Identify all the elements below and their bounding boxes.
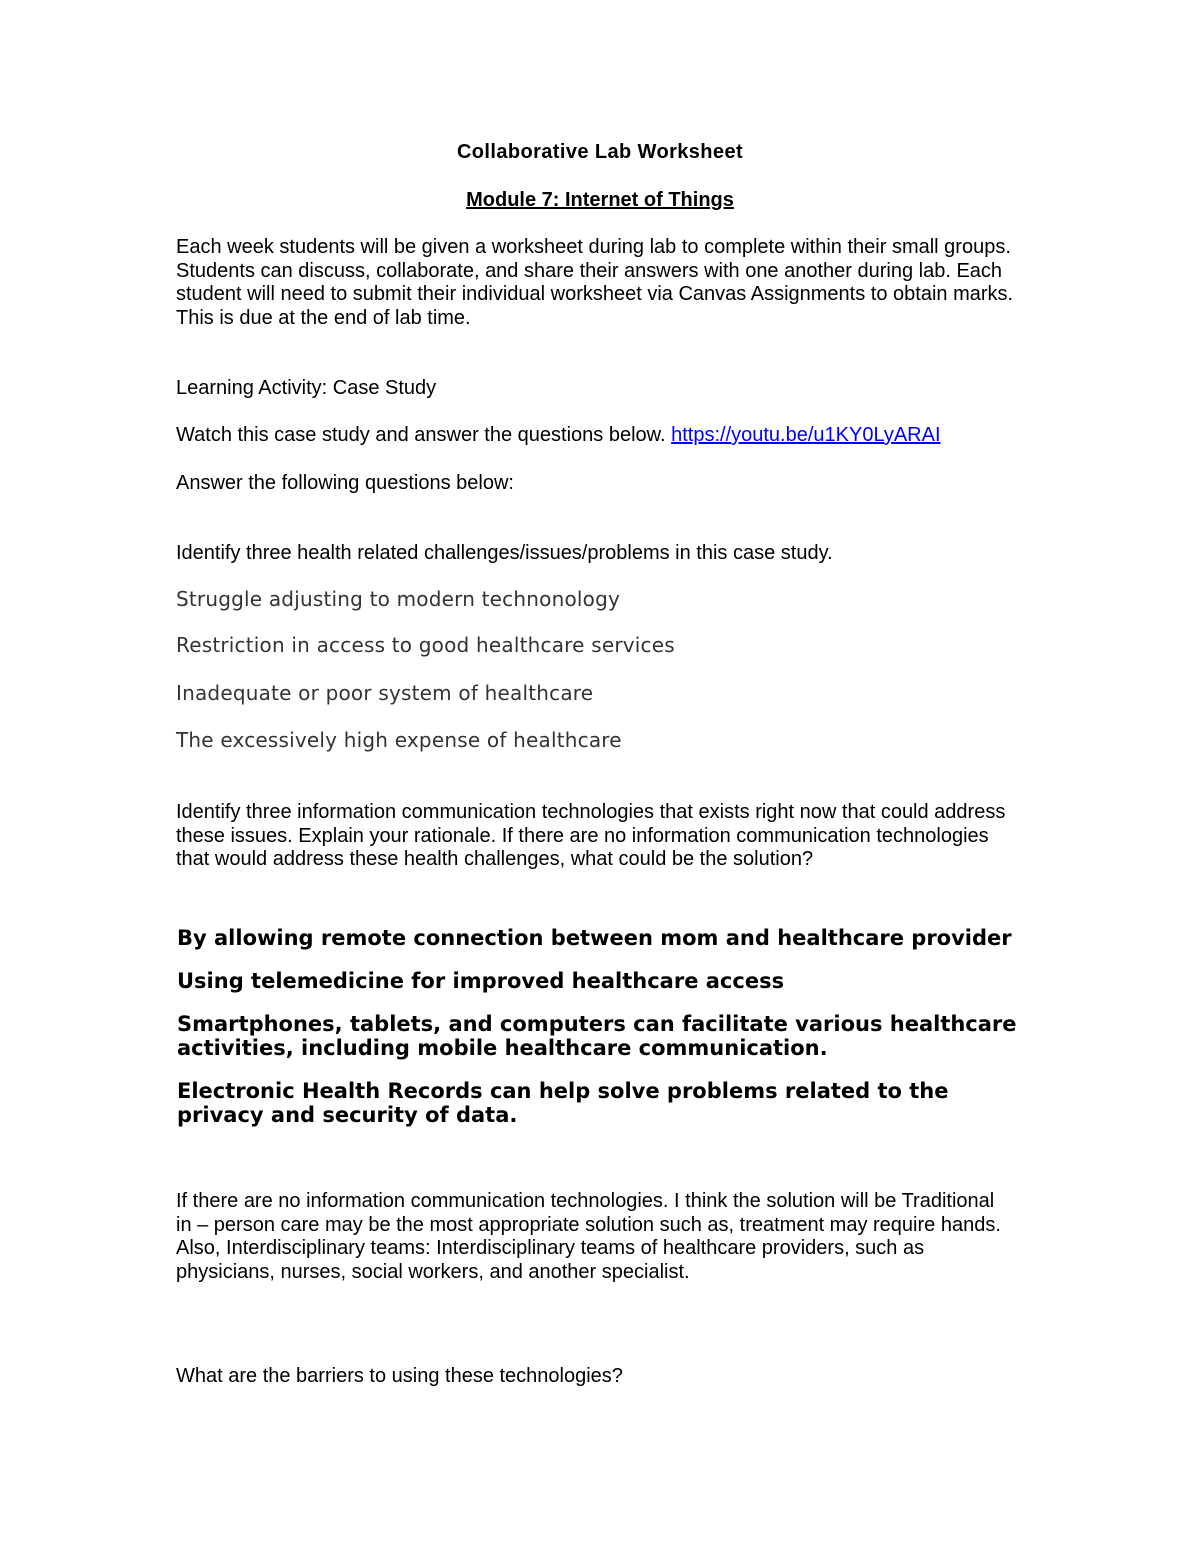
q2-answer-2: Using telemedicine for improved healthcare access (177, 969, 785, 993)
intro-paragraph: Each week students will be given a worksheet during lab to complete within their small groups. Students can discuss, collaborate, and share their answers with one another during lab. Each student will need to submit their individual worksheet via Canvas Assignments to obtain marks. This is due at the end of lab time. (176, 236, 1014, 329)
answer-prompt: Answer the following questions below: (176, 472, 514, 494)
q1-answer-4: The excessively high expense of healthcare (176, 728, 622, 752)
page-title: Collaborative Lab Worksheet (456, 141, 744, 163)
q2-answer-4: Electronic Health Records can help solve problems related to the privacy and security of data. (177, 1079, 949, 1127)
watch-text: Watch this case study and answer the questions below. (176, 424, 672, 446)
q1-answer-3: Inadequate or poor system of healthcare (176, 681, 594, 705)
question-2: Identify three information communication technologies that exists right now that could address these issues. Explain your rationale. If there are no information communication technologies that would address these health challenges, what could be the solution? (176, 801, 1006, 870)
question-1: Identify three health related challenges/issues/problems in this case study. (176, 542, 833, 564)
q2-answer-3: Smartphones, tablets, and computers can facilitate various healthcare activities, including mobile healthcare communication. (177, 1012, 1017, 1060)
case-study-link[interactable]: https://youtu.be/u1KY0LyARAI (671, 424, 941, 446)
question-3: What are the barriers to using these technologies? (176, 1365, 623, 1387)
watch-instruction (176, 424, 1026, 448)
q1-answer-1: Struggle adjusting to modern technonology (176, 587, 621, 611)
q1-answer-2: Restriction in access to good healthcare services (176, 633, 675, 657)
q2-followup-paragraph: If there are no information communication technologies. I think the solution will be Traditional in – person care may be the most appropriate solution such as, treatment may require hands. Also, Interdisciplinary teams: Interdisciplinary teams of healthcare providers, such as physicians, nurses, social workers, and another specialist. (176, 1190, 1001, 1283)
learning-activity-heading: Learning Activity: Case Study (176, 377, 437, 399)
q2-answer-1: By allowing remote connection between mom and healthcare provider (177, 926, 1012, 950)
module-subtitle: Module 7: Internet of Things (466, 189, 734, 211)
